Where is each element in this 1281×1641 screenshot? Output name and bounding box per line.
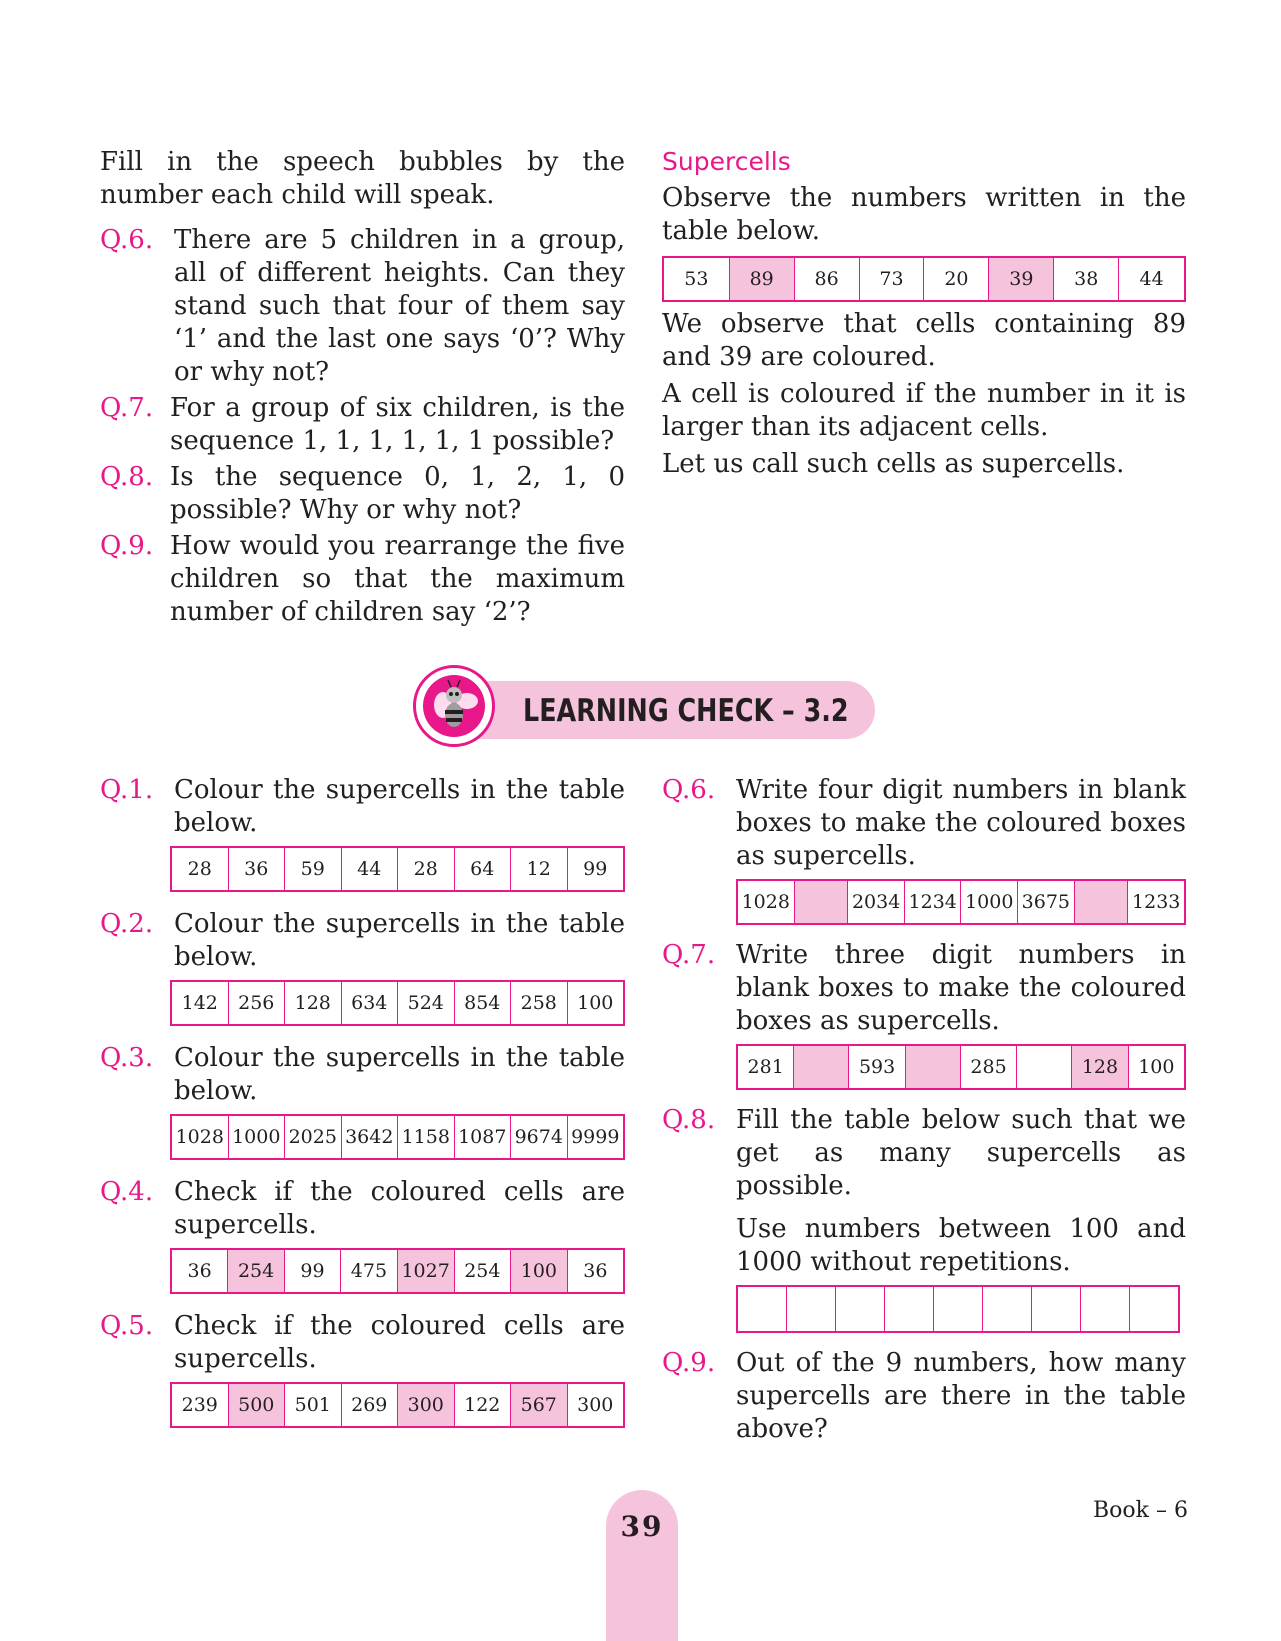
table-cell: 300: [567, 1383, 624, 1427]
table-cell: 285: [960, 1045, 1016, 1089]
table-cell: 1000: [228, 1115, 285, 1159]
question-number: Q.5.: [100, 1311, 154, 1341]
observe-text: Observe the numbers written in the table below.: [662, 183, 1186, 246]
table-cell: [983, 1286, 1032, 1332]
table-cell: 44: [1119, 257, 1185, 301]
table-cell: 128: [285, 981, 342, 1025]
table-cell: 36: [171, 1249, 228, 1293]
q9-left: [100, 530, 625, 629]
table-cell: 1027: [397, 1249, 454, 1293]
table-cell: 281: [737, 1045, 794, 1089]
table-cell: [737, 1286, 787, 1332]
table-cell: 36: [567, 1249, 624, 1293]
question-block: [100, 908, 625, 1026]
supercells-section: [662, 146, 1186, 481]
question-row: [662, 1347, 1186, 1446]
table-cell: 99: [284, 1249, 340, 1293]
table-cell: 239: [171, 1383, 228, 1427]
table-cell: 501: [285, 1383, 342, 1427]
table-cell: [1081, 1286, 1130, 1332]
question-text: Colour the supercells in the table below.: [174, 775, 625, 838]
table-cell: 99: [567, 847, 624, 891]
answer-table[interactable]: [170, 980, 625, 1026]
observation-text: We observe that cells containing 89 and 39 are coloured.: [662, 309, 1186, 372]
naming-text: Let us call such cells as supercells.: [662, 449, 1125, 479]
table-cell: 100: [511, 1249, 568, 1293]
question-number: Q.8.: [662, 1105, 716, 1135]
table-cell: 28: [398, 847, 455, 891]
question-row: [100, 774, 625, 840]
left-top-column: [100, 146, 625, 629]
answer-table[interactable]: [170, 1114, 625, 1160]
definition-text: A cell is coloured if the number in it is larger than its adjacent cells.: [662, 379, 1186, 442]
answer-table[interactable]: [736, 1044, 1186, 1090]
table-cell: 1233: [1128, 880, 1185, 924]
question-number: Q.3.: [100, 1043, 154, 1073]
table-cell: 142: [171, 981, 228, 1025]
table-cell: 256: [228, 981, 285, 1025]
table-cell: 3642: [341, 1115, 398, 1159]
table-cell: 20: [924, 257, 989, 301]
table-cell: [1074, 880, 1128, 924]
table-cell: 634: [341, 981, 398, 1025]
answer-table[interactable]: [736, 1285, 1180, 1333]
question-text: Check if the coloured cells are supercells.: [174, 1311, 625, 1374]
table-cell: [934, 1286, 983, 1332]
table-cell: 36: [228, 847, 285, 891]
table-cell: 1234: [904, 880, 961, 924]
question-number: Q.9.: [100, 531, 154, 561]
table-cell: 9999: [567, 1115, 624, 1159]
question-block: [662, 774, 1186, 925]
left-bottom-column: [100, 774, 625, 1428]
table-cell: [1130, 1286, 1180, 1332]
question-number: Q.1.: [100, 775, 154, 805]
question-block: [100, 774, 625, 892]
indent: [662, 1213, 736, 1279]
table-cell: 86: [794, 257, 859, 301]
question-number: Q.8.: [100, 462, 154, 492]
table-cell: [905, 1045, 960, 1089]
answer-table[interactable]: [736, 879, 1186, 925]
page-number: 39: [620, 1510, 664, 1543]
question-text: Fill the table below such that we get as many supercells as possible.: [736, 1105, 1186, 1201]
table-cell: 475: [341, 1249, 398, 1293]
bee-icon: [423, 675, 485, 737]
table-cell: 122: [454, 1383, 511, 1427]
q8-left: [100, 461, 625, 527]
question-text: Is the sequence 0, 1, 2, 1, 0 possible? Why or why not?: [170, 462, 625, 525]
table-cell: [794, 1045, 849, 1089]
table-cell: 2025: [285, 1115, 342, 1159]
table-cell: 567: [511, 1383, 568, 1427]
table-cell: 44: [341, 847, 398, 891]
table-cell: [836, 1286, 885, 1332]
question-block: [662, 939, 1186, 1090]
table-cell: [787, 1286, 836, 1332]
table-cell: 854: [454, 981, 511, 1025]
table-cell: 28: [171, 847, 228, 891]
question-block: [100, 1042, 625, 1160]
question-row: [100, 1310, 625, 1376]
question-block: [100, 1310, 625, 1428]
table-cell: 269: [341, 1383, 398, 1427]
q6-left: [100, 224, 625, 389]
table-cell: 593: [849, 1045, 905, 1089]
table-cell: 1000: [961, 880, 1018, 924]
table-cell: 89: [729, 257, 794, 301]
question-text: Colour the supercells in the table below.: [174, 909, 625, 972]
bee-illustration-icon: [423, 675, 485, 737]
bee-badge-icon: [413, 665, 495, 747]
question-number: Q.2.: [100, 909, 154, 939]
question-row: [100, 1042, 625, 1108]
question-text: Out of the 9 numbers, how many supercells are there in the table above?: [736, 1348, 1186, 1444]
table-cell: 100: [567, 981, 624, 1025]
question-block: [662, 1347, 1186, 1446]
table-cell: 1028: [171, 1115, 228, 1159]
question-block: [100, 1176, 625, 1294]
question-row: [100, 908, 625, 974]
table-cell: 73: [859, 257, 924, 301]
question-subtext: Use numbers between 100 and 1000 without repetitions.: [736, 1214, 1186, 1277]
table-cell: [885, 1286, 934, 1332]
table-cell: 1087: [454, 1115, 511, 1159]
table-cell: 9674: [511, 1115, 568, 1159]
table-cell: 258: [511, 981, 568, 1025]
question-number: Q.7.: [100, 393, 154, 423]
table-cell: 64: [454, 847, 511, 891]
table-cell: 3675: [1018, 880, 1075, 924]
answer-table[interactable]: [170, 1248, 625, 1294]
table-cell: 254: [228, 1249, 285, 1293]
table-cell: 53: [663, 257, 729, 301]
table-cell: 100: [1128, 1045, 1185, 1089]
question-number: Q.6.: [662, 775, 716, 805]
table-cell: [1017, 1045, 1072, 1089]
table-cell: 2034: [848, 880, 905, 924]
question-text: Write four digit numbers in blank boxes to make the coloured boxes as supercells.: [736, 775, 1186, 871]
question-number: Q.9.: [662, 1348, 716, 1378]
table-cell: 12: [511, 847, 568, 891]
table-cell: 254: [454, 1249, 511, 1293]
question-text: How would you rearrange the five children so that the maximum number of children say ‘2’?: [170, 531, 625, 627]
question-block: [662, 1104, 1186, 1333]
question-text: Write three digit numbers in blank boxes to make the coloured boxes as supercells.: [736, 940, 1186, 1036]
table-cell: [1032, 1286, 1081, 1332]
banner-title: LEARNING CHECK – 3.2: [523, 693, 849, 729]
table-cell: 1028: [737, 880, 794, 924]
right-bottom-column: [662, 774, 1186, 1460]
answer-table[interactable]: [170, 846, 625, 892]
answer-table[interactable]: [170, 1382, 625, 1428]
question-text: There are 5 children in a group, all of different heights. Can they stand such that four of them say ‘1’ and the last one says ‘0’? Why or why not?: [174, 225, 625, 387]
table-cell: 524: [398, 981, 455, 1025]
question-text: Colour the supercells in the table below.: [174, 1043, 625, 1106]
table-cell: 500: [228, 1383, 285, 1427]
q7-left: [100, 392, 625, 458]
book-label: Book – 6: [1093, 1498, 1188, 1523]
table-cell: 300: [398, 1383, 455, 1427]
question-number: Q.4.: [100, 1177, 154, 1207]
question-subtext-row: [662, 1213, 1186, 1279]
learning-check-banner: [413, 665, 875, 753]
example-table: [662, 256, 1186, 302]
question-row: [662, 939, 1186, 1038]
question-number: Q.6.: [100, 225, 154, 255]
table-cell: 59: [285, 847, 342, 891]
question-row: [100, 1176, 625, 1242]
question-text: For a group of six children, is the sequence 1, 1, 1, 1, 1, 1 possible?: [170, 393, 625, 456]
table-cell: 38: [1054, 257, 1119, 301]
section-heading: Supercells: [662, 147, 791, 176]
question-text: Check if the coloured cells are supercells.: [174, 1177, 625, 1240]
table-cell: 128: [1072, 1045, 1128, 1089]
question-row: [662, 774, 1186, 873]
question-row: [662, 1104, 1186, 1203]
table-cell: 1158: [398, 1115, 455, 1159]
table-cell: [794, 880, 848, 924]
question-number: Q.7.: [662, 940, 716, 970]
table-cell: 39: [989, 257, 1054, 301]
intro-text: Fill in the speech bubbles by the number each child will speak.: [100, 147, 625, 210]
